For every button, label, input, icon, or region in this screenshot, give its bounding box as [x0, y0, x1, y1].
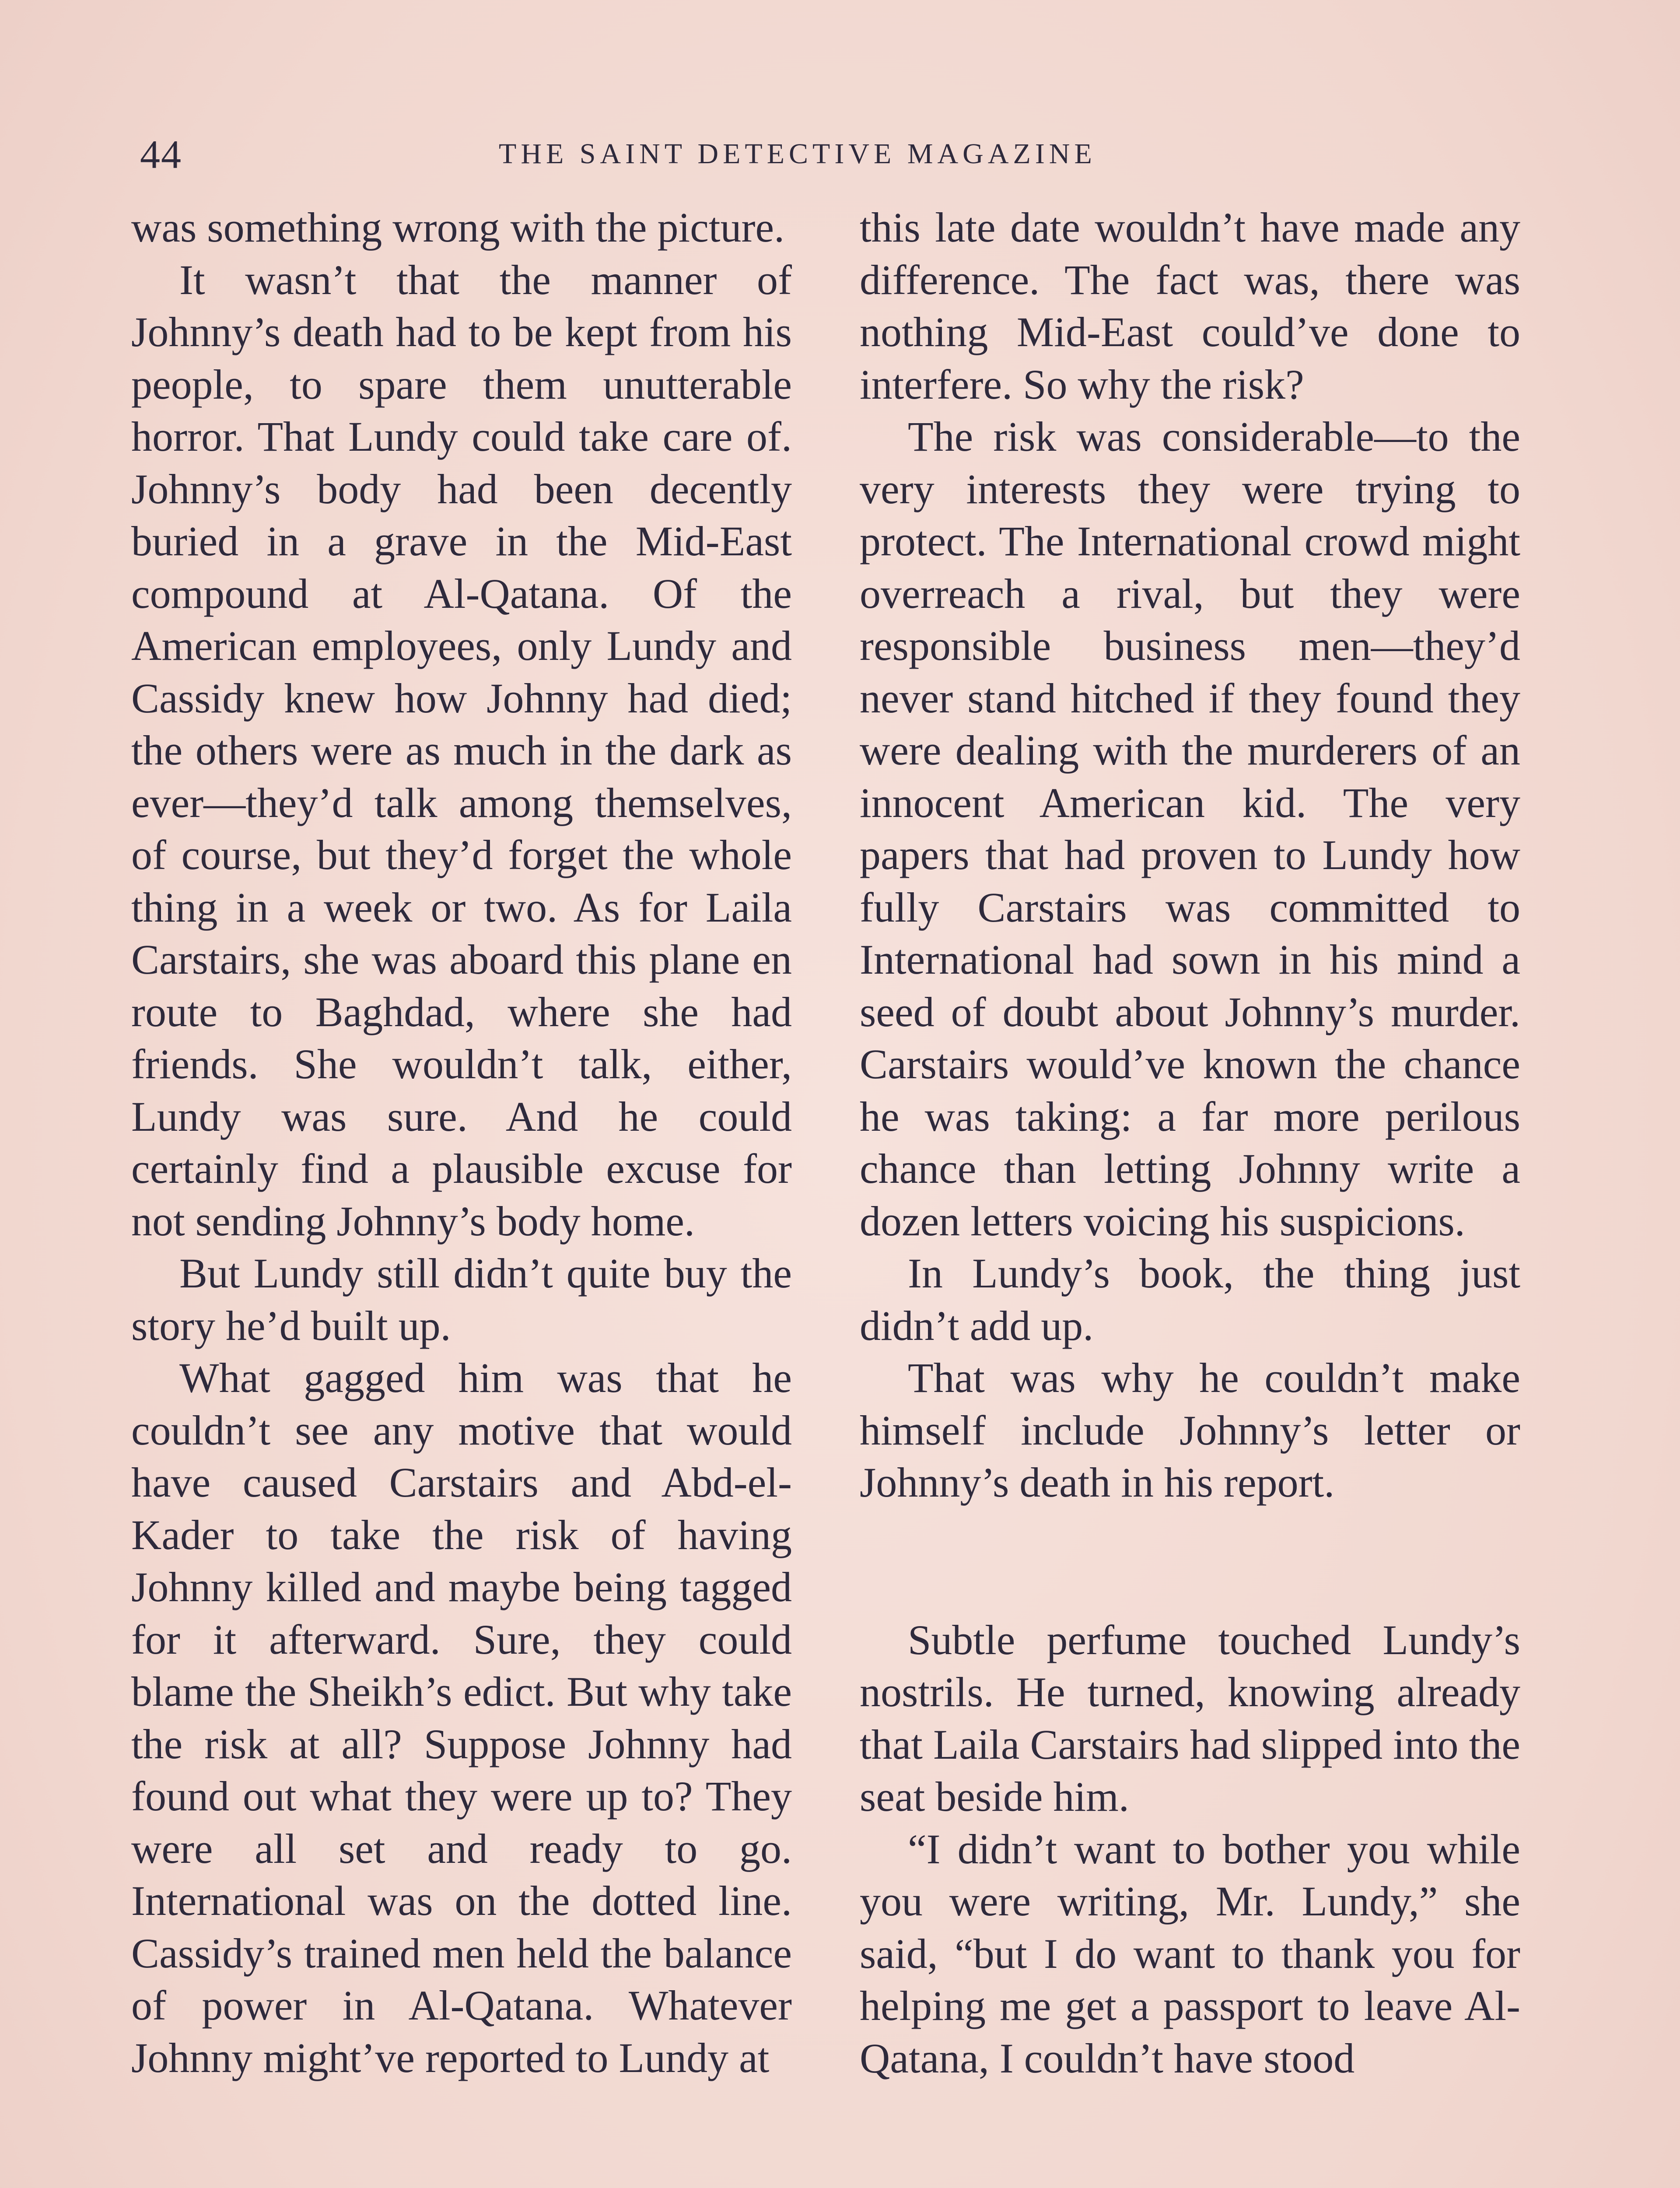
left-column	[131, 201, 792, 2084]
page-header	[140, 131, 1540, 184]
page-number: 44	[140, 132, 182, 177]
paragraph: It wasn’t that the manner of Johnny’s death had to be kept from his people, to spare them unutterable horror. That Lundy could take care of. Johnny’s body had been decently buried in a grave in the Mid-East compound at Al-Qatana. Of the American employees, only Lundy and Cassidy knew how Johnny had died; the others were as much in the dark as ever—they’d talk among themselves, of course, but they’d forget the whole thing in a week or two. As for Laila Carstairs, she was aboard this plane en route to Baghdad, where she had friends. She wouldn’t talk, either, Lundy was sure. And he could certainly find a plausible excuse for not sending Johnny’s body home.	[131, 256, 792, 1245]
paragraph: was something wrong with the picture.	[131, 204, 785, 251]
paragraph: this late date wouldn’t have made any difference. The fact was, there was nothing Mid-East could’ve done to interfere. So why the risk?	[860, 204, 1520, 408]
right-column	[860, 201, 1520, 2084]
paragraph: In Lundy’s book, the thing just didn’t add up.	[860, 1250, 1520, 1349]
paragraph: “I didn’t want to bother you while you were writing, Mr. Lundy,” she said, “but I do want to thank you for helping me get a passport to leave Al-Qatana, I couldn’t have stood	[860, 1825, 1520, 2082]
paragraph: Subtle perfume touched Lundy’s nostrils. He turned, knowing already that Laila Carstairs had slipped into the seat beside him.	[860, 1616, 1520, 1820]
paragraph: That was why he couldn’t make himself include Johnny’s letter or Johnny’s death in his report.	[860, 1354, 1520, 1506]
paragraph: What gagged him was that he couldn’t see any motive that would have caused Carstairs and Abd-el-Kader to take the risk of having Johnny killed and maybe being tagged for it afterward. Sure, they could blame the Sheikh’s edict. But why take the risk at all? Suppose Johnny had found out what they were up to? They were all set and ready to go. International was on the dotted line. Cassidy’s trained men held the balance of power in Al-Qatana. Whatever Johnny might’ve reported to Lundy at	[131, 1354, 792, 2081]
paragraph: The risk was considerable—to the very interests they were trying to protect. The International crowd might overreach a rival, but they were responsible business men—they’d never stand hitched if they found they were dealing with the murderers of an innocent American kid. The very papers that had proven to Lundy how fully Carstairs was committed to International had sown in his mind a seed of doubt about Johnny’s murder. Carstairs would’ve known the chance he was taking: a far more perilous chance than letting Johnny write a dozen letters voicing his suspicions.	[860, 413, 1520, 1245]
paragraph: But Lundy still didn’t quite buy the story he’d built up.	[131, 1250, 792, 1349]
running-title: THE SAINT DETECTIVE MAGAZINE	[499, 138, 1096, 170]
